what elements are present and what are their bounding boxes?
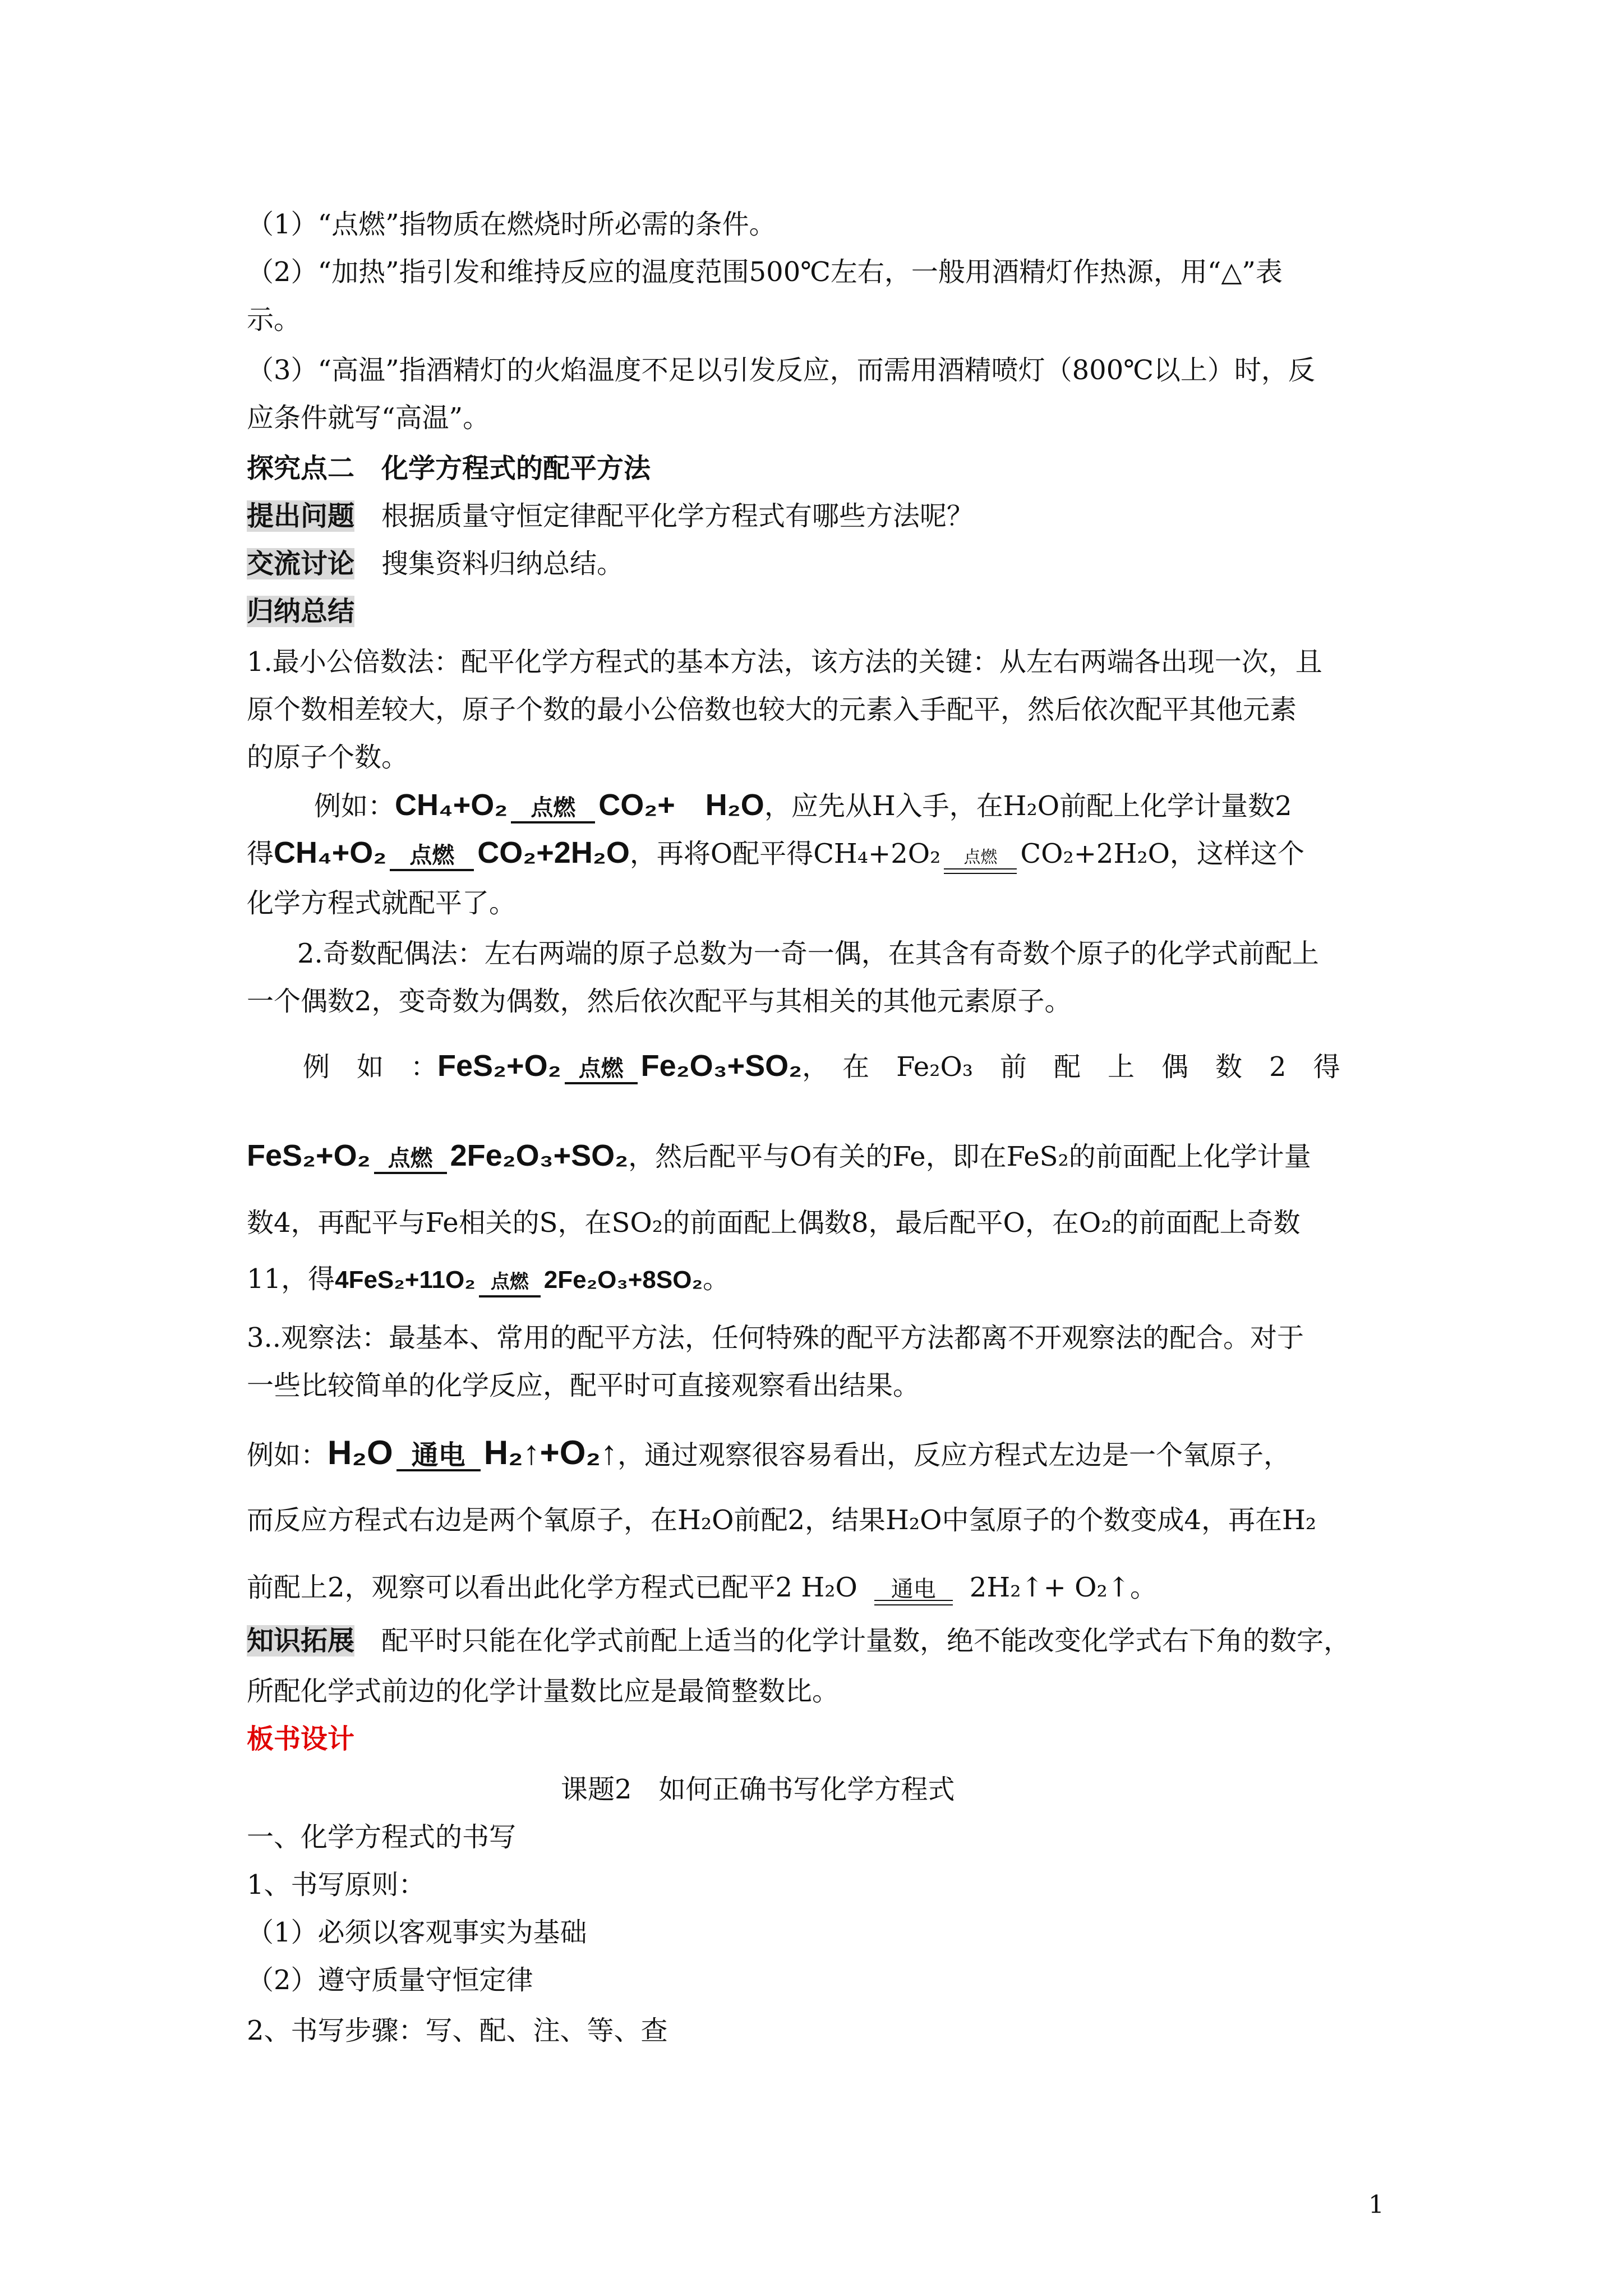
text-l14-post: CO₂+2H₂O，这样这个 [1020,838,1304,869]
text-l21-post: 。 [703,1263,730,1295]
section-heading-balancing [247,452,651,485]
eq5-right: 2Fe₂O₃+8SO₂ [543,1266,703,1294]
text-l35: 2、书写步骤：写、配、注、等、查 [247,2015,668,2046]
eq3-right: Fe₂O₃+SO₂ [640,1049,803,1083]
eq4-left: FeS₂+O₂ [247,1139,371,1172]
arrow-bar [374,1172,447,1174]
example-h2o-line1 [247,1436,1290,1472]
arrow-bar [479,1295,541,1297]
knowledge-extension-cont [247,1674,839,1708]
arrow-condition: 通电 [411,1441,465,1470]
text-l7: 根据质量守恒定律配平化学方程式有哪些方法呢？ [354,500,974,532]
method-lcm-line3 [247,740,408,774]
equation-fes2-unbalanced [437,1049,802,1084]
text-l21-pre: 11，得 [247,1263,335,1295]
arrow-condition: 点燃 [531,795,576,820]
text-l18-pre: 例 如 ： [303,1051,438,1083]
tag-summary: 归纳总结 [247,596,355,627]
example-ch4-line1 [314,788,1292,823]
discussion-row [247,547,624,581]
eq4-right: 2Fe₂O₃+SO₂ [450,1139,629,1172]
example-ch4-line3 [247,886,516,920]
text-l10: 1.最小公倍数法：配平化学方程式的基本方法，该方法的关键：从左右两端各出现一次，且 [247,646,1322,678]
outline-item-steps [247,2014,668,2047]
arrow-bar [565,1082,638,1084]
text-l17: 一个偶数2，变奇数为偶数，然后依次配平与其相关的其他元素原子。 [247,986,1072,1017]
text-l15: 化学方程式就配平了。 [247,887,517,919]
text-l11: 原个数相差较大，原子个数的最小公倍数也较大的元素入手配平，然后依次配平其他元素 [247,694,1297,725]
text-l29: 板书设计 [247,1723,355,1755]
arrow-bar [390,869,474,871]
arrow-condition: 点燃 [490,1271,529,1292]
outline-item-1 [247,1820,516,1854]
arrow-condition: 点燃 [409,843,455,868]
text-l25: 而反应方程式右边是两个氧原子，在H₂O前配2，结果H₂O中氢原子的个数变成4，再在H₂ [247,1504,1317,1536]
arrow-ignite [374,1146,447,1174]
equation-ch4-unbalanced [395,788,764,823]
example-fes2-line3 [247,1206,1300,1240]
text-l14-pre: 得 [247,838,274,869]
text-l32: 1、书写原则： [247,1869,426,1901]
raise-question-row [247,499,974,533]
eq2-right: CO₂+2H₂O [477,836,630,869]
equation-fes2-fe2o3-balanced [247,1139,628,1174]
text-l28: 所配化学式前边的化学计量数比应是最简整数比。 [247,1676,840,1707]
text-l8: 搜集资料归纳总结。 [354,548,624,579]
arrow-ignite [565,1056,638,1084]
knowledge-extension-row [247,1624,1350,1658]
text-l20: 数4，再配平与Fe相关的S，在SO₂的前面配上偶数8，最后配平O，在O₂的前面配上奇数 [247,1207,1301,1239]
method-odd-even-line2 [247,984,1072,1018]
example-h2o-line2 [247,1503,1316,1537]
arrow-condition: 点燃 [963,848,998,867]
outline-principle-2 [247,1963,533,1997]
summary-row [247,595,354,628]
outline-principle-1 [247,1916,587,1949]
arrow-ignite [511,795,595,823]
text-l2: （2）“加热”指引发和维持反应的温度范围500℃左右，一般用酒精灯作热源，用“△”表 [247,256,1283,288]
example-fes2-line2 [247,1139,1311,1174]
text-l1: （1）“点燃”指物质在燃烧时所必需的条件。 [247,209,776,240]
arrow-condition: 通电 [891,1576,936,1602]
text-l27: 配平时只能在化学式前配上适当的化学计量数，绝不能改变化学式右下角的数字， [354,1625,1351,1657]
paragraph-high-temp [247,353,1315,387]
text-l33: （1）必须以客观事实为基础 [247,1917,587,1948]
text-l3: 示。 [247,304,301,335]
text-l23: 一些比较简单的化学反应，配平时可直接观察看出结果。 [247,1370,920,1401]
example-fes2-line1 [303,1049,1340,1084]
eq6-right: H₂↑+O₂↑ [483,1434,618,1471]
eq1-right: CO₂+ H₂O [598,788,764,822]
text-l18-post: ， 在 Fe₂O₃ 前 配 上 偶 数 2 得 [802,1051,1340,1083]
arrow-condition: 点燃 [388,1146,433,1171]
equation-h2o-unbalanced [328,1436,617,1471]
eq6-left: H₂O [328,1434,393,1471]
text-l12: 的原子个数。 [247,742,409,773]
example-ch4-line2 [247,836,1304,874]
text-l6: 探究点二 化学方程式的配平方法 [247,453,651,484]
method-observation-line1 [247,1321,1304,1355]
arrow-electrolysis [396,1443,481,1471]
arrow-bar [511,821,595,823]
page-number: 1 [1368,2191,1384,2219]
tag-raise-question: 提出问题 [247,500,355,532]
tag-discussion: 交流讨论 [247,548,355,579]
method-observation-line2 [247,1369,920,1402]
equation-fes2-balanced [335,1263,703,1297]
tag-knowledge-extension: 知识拓展 [247,1625,355,1657]
text-l26-pre: 前配上2，观察可以看出此化学方程式已配平2 H₂O [247,1572,857,1603]
paragraph-high-temp-cont [247,401,490,435]
method-lcm-line1 [247,645,1322,679]
method-lcm-line2 [247,693,1297,726]
paragraph-ignite-condition [247,208,776,241]
text-l34: （2）遵守质量守恒定律 [247,1964,533,1996]
outline-item-principles [247,1868,426,1902]
text-l19-post: ，然后配平与O有关的Fe，即在FeS₂的前面配上化学计量 [628,1141,1311,1172]
text-l4: （3）“高温”指酒精灯的火焰温度不足以引发反应，而需用酒精喷灯（800℃以上）时，反 [247,355,1315,386]
paragraph-heat-condition-cont [247,303,301,337]
text-l24-pre: 例如： [247,1439,328,1471]
board-design-heading [247,1722,354,1756]
arrow-electrolysis-small [874,1576,953,1605]
arrow-bar [944,868,1017,874]
text-l26-post: 2H₂↑+ O₂↑。 [969,1572,1157,1603]
text-l24-post: ，通过观察很容易看出，反应方程式左边是一个氧原子， [617,1439,1291,1471]
eq5-left: 4FeS₂+11O₂ [335,1266,476,1294]
eq2-left: CH₄+O₂ [274,836,387,869]
example-fes2-line4 [247,1262,730,1297]
paragraph-heat-condition [247,255,1283,289]
equation-ch4-h-balanced [274,836,630,871]
text-l13-post: ，应先从H入手，在H₂O前配上化学计量数2 [764,790,1292,822]
text-l14-mid: ，再将O配平得CH₄+2O₂ [629,838,941,869]
text-l31: 一、化学方程式的书写 [247,1821,517,1853]
method-odd-even-line1 [297,937,1319,970]
arrow-ignite [390,843,474,871]
text-l16: 2.奇数配偶法：左右两端的原子总数为一奇一偶，在其含有奇数个原子的化学式前配上 [297,938,1319,969]
arrow-ignite [479,1269,541,1297]
text-l22: 3..观察法：最基本、常用的配平方法，任何特殊的配平方法都离不开观察法的配合。对于 [247,1322,1304,1354]
text-l13-pre: 例如： [314,790,395,822]
text-l30: 课题2 如何正确书写化学方程式 [561,1774,955,1805]
example-h2o-line3 [247,1571,1157,1605]
arrow-condition: 点燃 [578,1056,624,1081]
arrow-ignite-small [944,848,1017,874]
text-l5: 应条件就写“高温”。 [247,402,490,434]
lesson-title [561,1773,955,1806]
eq3-left: FeS₂+O₂ [437,1049,561,1083]
eq1-left: CH₄+O₂ [395,788,508,822]
